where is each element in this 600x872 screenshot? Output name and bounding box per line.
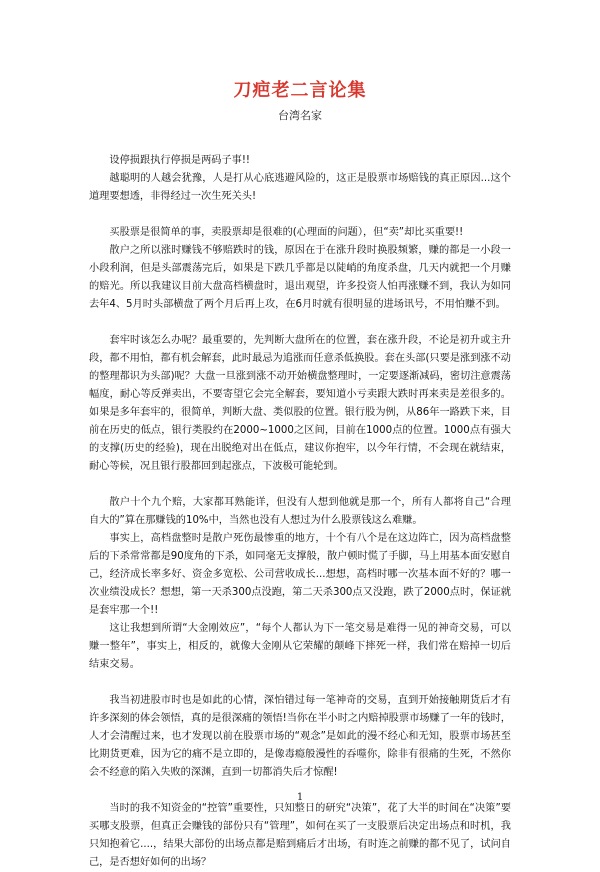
paragraph: 当时的我不知资金的“控管”重要性，只知整日的研究“决策”，花了大半的时间在“决策”要买哪支股票，但真正会赚钱的部份只有“管理”，如何在买了一支股票后决定出场点和时机，我只知抱着它....，结果大部份的出场点都是赔到痛后才出场，有时连之前赚的都不见了，试问自己，是否想好如何的出场？ [89,803,511,868]
paragraph: 我当初进股市时也是如此的心情，深怕错过每一笔神奇的交易，直到开始接触期货后才有许多深刻的体会领悟，真的是很深痛的领悟!当你在半小时之内赔掉股票市场赚了一年的钱时，人才会清醒过来，也才发现以前在股票市场的“观念”是如此的漫不经心和无知，股票市场甚至比期货更难，因为它的痛不是立即的，是像毒瘾般漫性的吞噬你，除非有很痛的生死，不然你会不经意的陷入失败的深渊，直到一切都消失后才惊醒! [89,695,511,778]
paragraph: 越聪明的人越会犹豫，人是打从心底逃避风险的，这正是股票市场赔钱的真正原因...这个道理要想透，非得经过一次生死关头! [89,173,511,202]
paragraph: 买股票是很简单的事，卖股票却是很难的(心理面的问题），但“卖”却比买重要!! [109,227,464,238]
paragraph: 散户之所以涨时赚钱不够赔跌时的钱，原因在于在涨升段时换股频繁，赚的都是一小段一小段利润，但是头部震荡完后，如果是下跌几乎都是以陡峭的角度杀盘，几天内就把一个月赚的赔光。所以我建议目前大盘高档横盘时，退出观望，许多投资人怕再涨赚不到，我认为如同去年4、5月时头部横盘了两个月后再上攻，在6月时就有很明显的进场讯号，不用怕赚不到。 [89,245,511,310]
document-subtitle: 台湾名家 [278,109,322,122]
paragraph: 设停损跟执行停损是两码子事!! [109,155,250,166]
paragraph-gap [89,314,511,332]
paragraph-gap [89,674,511,692]
paragraph: 散户十个九个赔，大家都耳熟能详，但没有人想到他就是那一个，所有人都将自己“合理自大的”算在那赚钱的10%中，当然也没有人想过为什么股票钱这么难赚。 [89,497,511,526]
paragraph: 事实上，高档盘整时是散户死伤最惨重的地方，十个有八个是在这边阵亡，因为高档盘整后的下杀常常都是90度角的下杀，如同毫无支撑般，散户顿时慌了手脚，马上用基本面安慰自己，经济成长率多好、资金多宽松、公司营收成长...想想，高档时哪一次基本面不好的？哪一次业绩没成长？想想，第一天杀300点没跑，第二天杀300点又没跑，跌了2000点时，保证就是套牢那一个!! [89,533,511,616]
document-body [89,152,511,872]
document-title: 刀疤老二言论集 [233,80,367,101]
paragraph-gap [89,206,511,224]
page-number: 1 [296,792,304,803]
paragraph-gap [89,476,511,494]
paragraph: 套牢时该怎么办呢？最重要的，先判断大盘所在的位置，套在涨升段，不论是初升或主升段，都不用怕，都有机会解套，此时最忌为追涨而任意杀低换股。套在头部(只要是涨到涨不动的整理都识为头部)呢？大盘一旦涨到涨不动开始横盘整理时，一定要逐渐减码，密切注意震荡幅度，耐心等反弹卖出，不要寄望它会完全解套，要知道小亏卖跟大跌时再来卖是差很多的。如果是多年套牢的，很简单，判断大盘、类似股的位置。银行股为例，从86年一路跌下来，目前在历史的低点，银行类股约在2000~1000之区间，目前在1000点的位置。1000点有强大的支撑(历史的经验)，现在出脱绝对出在低点，建议你抱牢，以今年行情，不会现在就结束，耐心等候，况且银行股都回到起涨点，下波极可能轮到。 [89,335,511,472]
paragraph: 这让我想到所谓“大金刚效应”，“每个人都认为下一笔交易是难得一见的神奇交易，可以赚一整年”，事实上，相反的，就像大金刚从它荣耀的颠峰下摔死一样，我们常在赔掉一切后结束交易。 [89,623,511,670]
